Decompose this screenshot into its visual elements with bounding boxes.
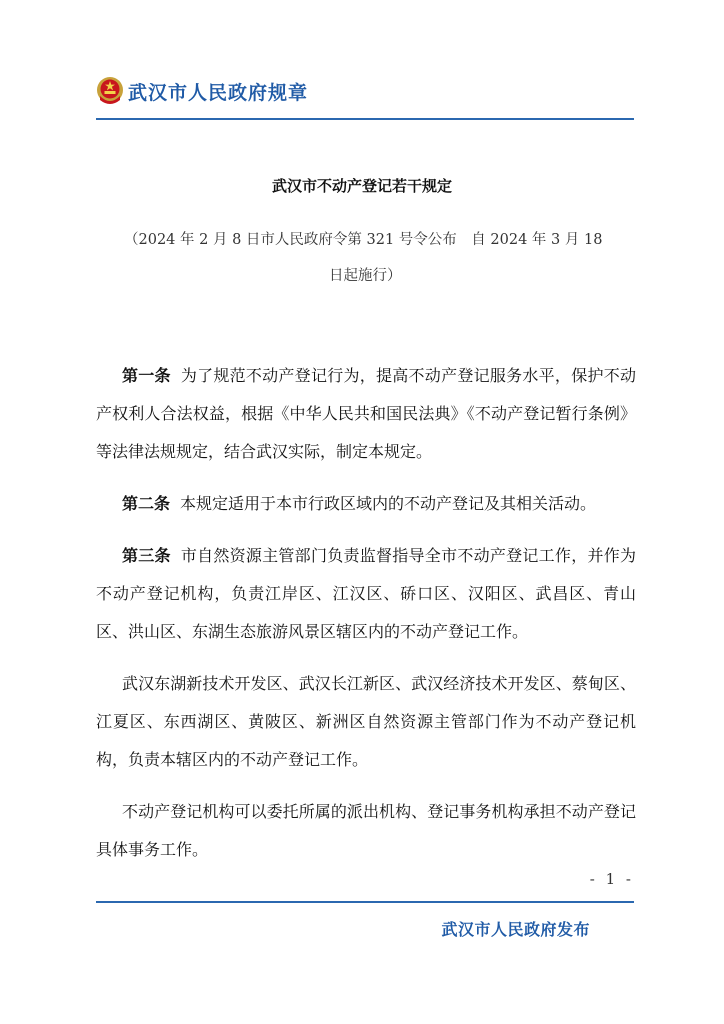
paragraph: 武汉东湖新技术开发区、武汉长江新区、武汉经济技术开发区、蔡甸区、江夏区、东西湖区、黄陂区、新洲区自然资源主管部门作为不动产登记机构，负责本辖区内的不动产登记工作。: [96, 674, 636, 769]
article-text: 市自然资源主管部门负责监督指导全市不动产登记工作，并作为不动产登记机构，负责江岸区、江汉区、硚口区、汉阳区、武昌区、青山区、洪山区、东湖生态旅游风景区辖区内的不动产登记工作。: [96, 546, 636, 641]
promulgation-line-1: （2024 年 2 月 8 日市人民政府令第 321 号令公布 自 2024 年 3 月 18: [124, 232, 603, 248]
header-title: 武汉市人民政府规章: [128, 81, 309, 104]
national-emblem-icon: [96, 76, 124, 106]
document-body: [96, 357, 636, 883]
article-1: [96, 357, 636, 471]
article-label: 第二条: [122, 494, 171, 513]
footer-divider: [96, 901, 634, 903]
footer-publisher: 武汉市人民政府发布: [441, 920, 590, 939]
promulgation-note: [124, 222, 630, 294]
paragraph: 不动产登记机构可以委托所属的派出机构、登记事务机构承担不动产登记具体事务工作。: [96, 802, 636, 859]
promulgation-line-2: 日起施行）: [329, 268, 402, 284]
article-text: 本规定适用于本市行政区域内的不动产登记及其相关活动。: [180, 494, 597, 513]
article-3: [96, 537, 636, 651]
article-text: 为了规范不动产登记行为，提高不动产登记服务水平，保护不动产权利人合法权益，根据《中华人民共和国民法典》《不动产登记暂行条例》等法律法规规定，结合武汉实际，制定本规定。: [96, 366, 636, 461]
article-label: 第一条: [122, 366, 171, 385]
header: [96, 76, 308, 106]
page-number: - 1 -: [589, 870, 634, 888]
article-label: 第三条: [122, 546, 171, 565]
article-2: [96, 485, 636, 523]
header-divider: [96, 118, 634, 120]
document-title: 武汉市不动产登记若干规定: [271, 177, 452, 195]
